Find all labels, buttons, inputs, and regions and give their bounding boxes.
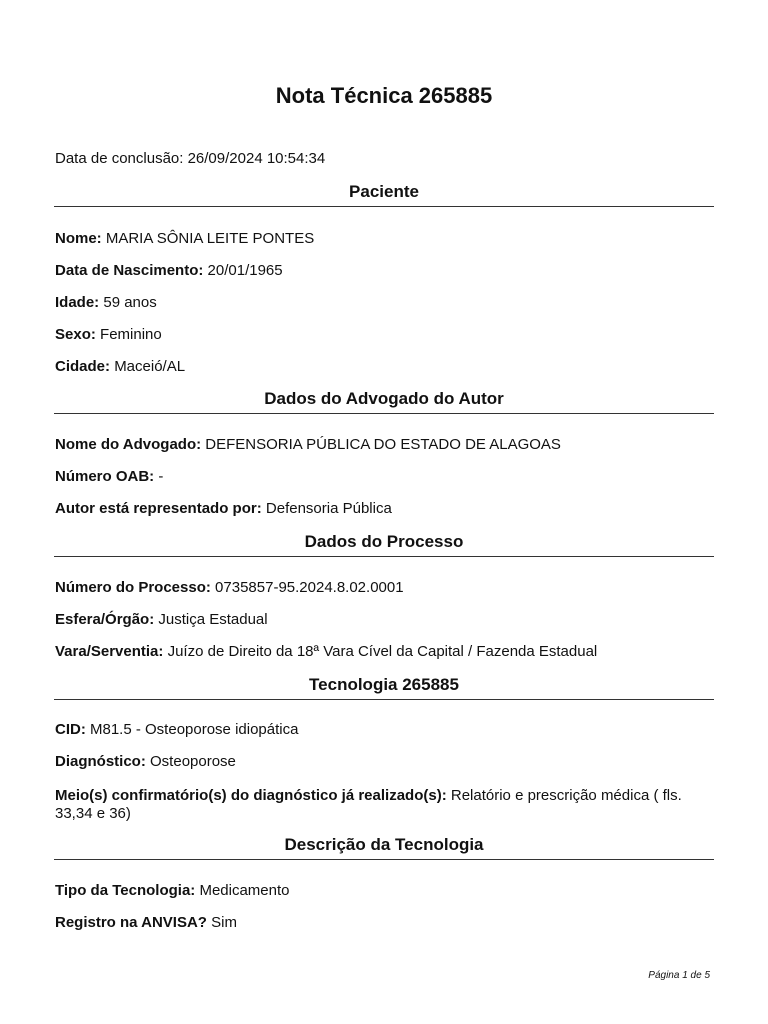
- field-cid: [55, 721, 715, 739]
- section-title: Dados do Advogado do Autor: [264, 389, 504, 408]
- conclusion-date: Data de conclusão: 26/09/2024 10:54:34: [55, 150, 326, 167]
- field-value: Feminino: [100, 326, 162, 343]
- section-header-advogado: [54, 389, 714, 414]
- field-cidade: [55, 358, 715, 376]
- field-registro-anvisa: [55, 914, 715, 932]
- field-label: Meio(s) confirmatório(s) do diagnóstico já realizado(s):: [55, 787, 447, 804]
- field-nome-advogado: [55, 436, 715, 454]
- section-title: Descrição da Tecnologia: [284, 835, 484, 854]
- field-value: Sim: [211, 914, 237, 931]
- field-idade: [55, 294, 715, 312]
- field-value: 59 anos: [103, 294, 157, 311]
- field-value: Juízo de Direito da 18ª Vara Cível da Capital / Fazenda Estadual: [167, 643, 598, 660]
- field-value: Justiça Estadual: [158, 611, 268, 628]
- field-sexo: [55, 326, 715, 344]
- section-title: Paciente: [349, 182, 419, 201]
- field-meio-confirmatorio: [55, 787, 715, 823]
- section-header-paciente: [54, 182, 714, 207]
- field-label: Autor está representado por:: [55, 500, 262, 517]
- field-value: Osteoporose: [150, 753, 236, 770]
- field-label: Número do Processo:: [55, 579, 211, 596]
- field-tipo-tecnologia: [55, 882, 715, 900]
- field-value: DEFENSORIA PÚBLICA DO ESTADO DE ALAGOAS: [205, 436, 561, 453]
- field-nome: [55, 230, 715, 248]
- section-header-descricao: [54, 835, 714, 860]
- field-label: Diagnóstico:: [55, 753, 146, 770]
- field-value: MARIA SÔNIA LEITE PONTES: [105, 230, 315, 247]
- field-value: Maceió/AL: [114, 358, 186, 375]
- page-number: Página 1 de 5: [648, 970, 710, 981]
- field-numero-oab: [55, 468, 715, 486]
- field-label: Cidade:: [55, 358, 111, 375]
- field-value: Relatório e prescrição médica ( fls. 33,34 e 36): [55, 787, 682, 822]
- field-label: Idade:: [55, 294, 100, 311]
- field-label: Tipo da Tecnologia:: [55, 882, 196, 899]
- section-title: Tecnologia 265885: [309, 675, 459, 694]
- field-label: Vara/Serventia:: [55, 643, 164, 660]
- field-value: Medicamento: [199, 882, 290, 899]
- field-label: Nome:: [55, 230, 102, 247]
- section-header-processo: [54, 532, 714, 557]
- field-value: -: [158, 468, 164, 485]
- document-title: Nota Técnica 265885: [275, 83, 493, 108]
- field-data-nascimento: [55, 262, 715, 280]
- field-numero-processo: [55, 579, 715, 597]
- field-representado-por: [55, 500, 715, 518]
- field-diagnostico: [55, 753, 715, 771]
- field-label: Número OAB:: [55, 468, 155, 485]
- field-value: Defensoria Pública: [265, 500, 392, 517]
- section-header-tecnologia: [54, 675, 714, 700]
- field-value: M81.5 - Osteoporose idiopática: [90, 721, 299, 738]
- field-value: 20/01/1965: [207, 262, 283, 279]
- field-vara-serventia: [55, 643, 715, 661]
- section-title: Dados do Processo: [304, 532, 464, 551]
- field-label: Data de Nascimento:: [55, 262, 204, 279]
- field-label: Nome do Advogado:: [55, 436, 202, 453]
- field-label: Esfera/Órgão:: [55, 611, 155, 628]
- field-label: Registro na ANVISA?: [55, 914, 207, 931]
- field-label: Sexo:: [55, 326, 96, 343]
- field-value: 0735857-95.2024.8.02.0001: [215, 579, 404, 596]
- field-esfera-orgao: [55, 611, 715, 629]
- field-label: CID:: [55, 721, 86, 738]
